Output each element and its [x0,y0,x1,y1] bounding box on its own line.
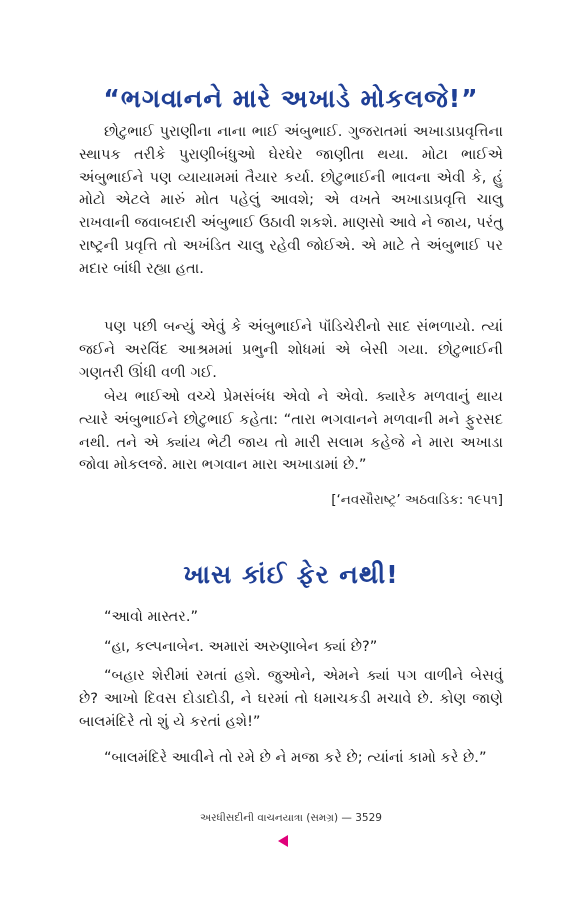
paragraph: પણ પછી બન્યું એવું કે અંબુભાઈને પૉંડિચેરીનો સાદ સંભળાયો. ત્યાં જઈને અરવિંદ આશ્રમમાં પ્રભુની શોધમાં એ બેસી ગયા. છોટુભાઈની ગણતરી ઊંધી વળી ગઈ. [79,318,503,381]
source-citation: [‘નવસૌરાષ્ટ્ર’ અઠવાડિક: ૧૯૫૧] [331,492,503,508]
paragraph: “આવો માસ્તર.” [104,608,199,625]
paragraph: બેય ભાઈઓ વચ્ચે પ્રેમસંબંધ એવો ને એવો. ક્યારેક મળવાનું થાય ત્યારે અંબુભાઈને છોટુભાઈ કહેતા: “તારા ભગવાનને મળવાની મને ફુરસદ નથી. તને એ ક્યાંય ભેટી જાય તો મારી સલામ કહેજે ને મારા અખાડા જોવા મોકલજે. મારા ભગવાન મારા અખાડામાં છે.” [79,388,503,474]
paragraph: છોટુભાઈ પુરાણીના નાના ભાઈ અંબુભાઈ. ગુજરાતમાં અખાડાપ્રવૃત્તિના સ્થાપક તરીકે પુરાણીબંધુઓ ઘેરઘેર જાણીતા થયા. મોટા ભાઈએ અંબુભાઈને પણ વ્યાયામમાં તૈયાર કર્યા. છોટુભાઈની ભાવના એવી કે, હું મોટો એટલે મારું મોત પહેલું આવશે; એ વખતે અખાડાપ્રવૃત્તિ ચાલુ રાખવાની જવાબદારી અંબુભાઈ ઉઠાવી શકશે. માણસો આવે ને જાય, પરંતુ રાષ્ટ્રની પ્રવૃત્તિ તો અખંડિત ચાલુ રહેવી જોઈએ. એ માટે તે અંબુભાઈ પર મદાર બાંધી રહ્યા હતા. [79,123,503,277]
previous-page-triangle-icon[interactable] [278,835,288,847]
page-footer: અરધીસદીની વાચનયાત્રા (સમગ્ર) — 3529 [200,812,382,824]
article-title: ખાસ કાંઈ ફેર નથી! [183,560,399,589]
paragraph: “બાલમંદિરે આવીને તો રમે છે ને મજા કરે છે; ત્યાંનાં કામો કરે છે.” [104,749,487,766]
article-title: “ભગવાનને મારે અખાડે મોકલજે!” [103,84,479,113]
paragraph: “બહાર શેરીમાં રમતાં હશે. જુઓને, એમને ક્યાં પગ વાળીને બેસવું છે? આખો દિવસ દોડાદોડી, ને ઘરમાં તો ધમાચકડી મચાવે છે. કોણ જાણે બાલમંદિરે તો શું યે કરતાં હશે!” [79,667,503,730]
paragraph: “હા, કલ્પનાબેન. અમારાં અરુણાબેન ક્યાં છે?” [104,638,378,655]
